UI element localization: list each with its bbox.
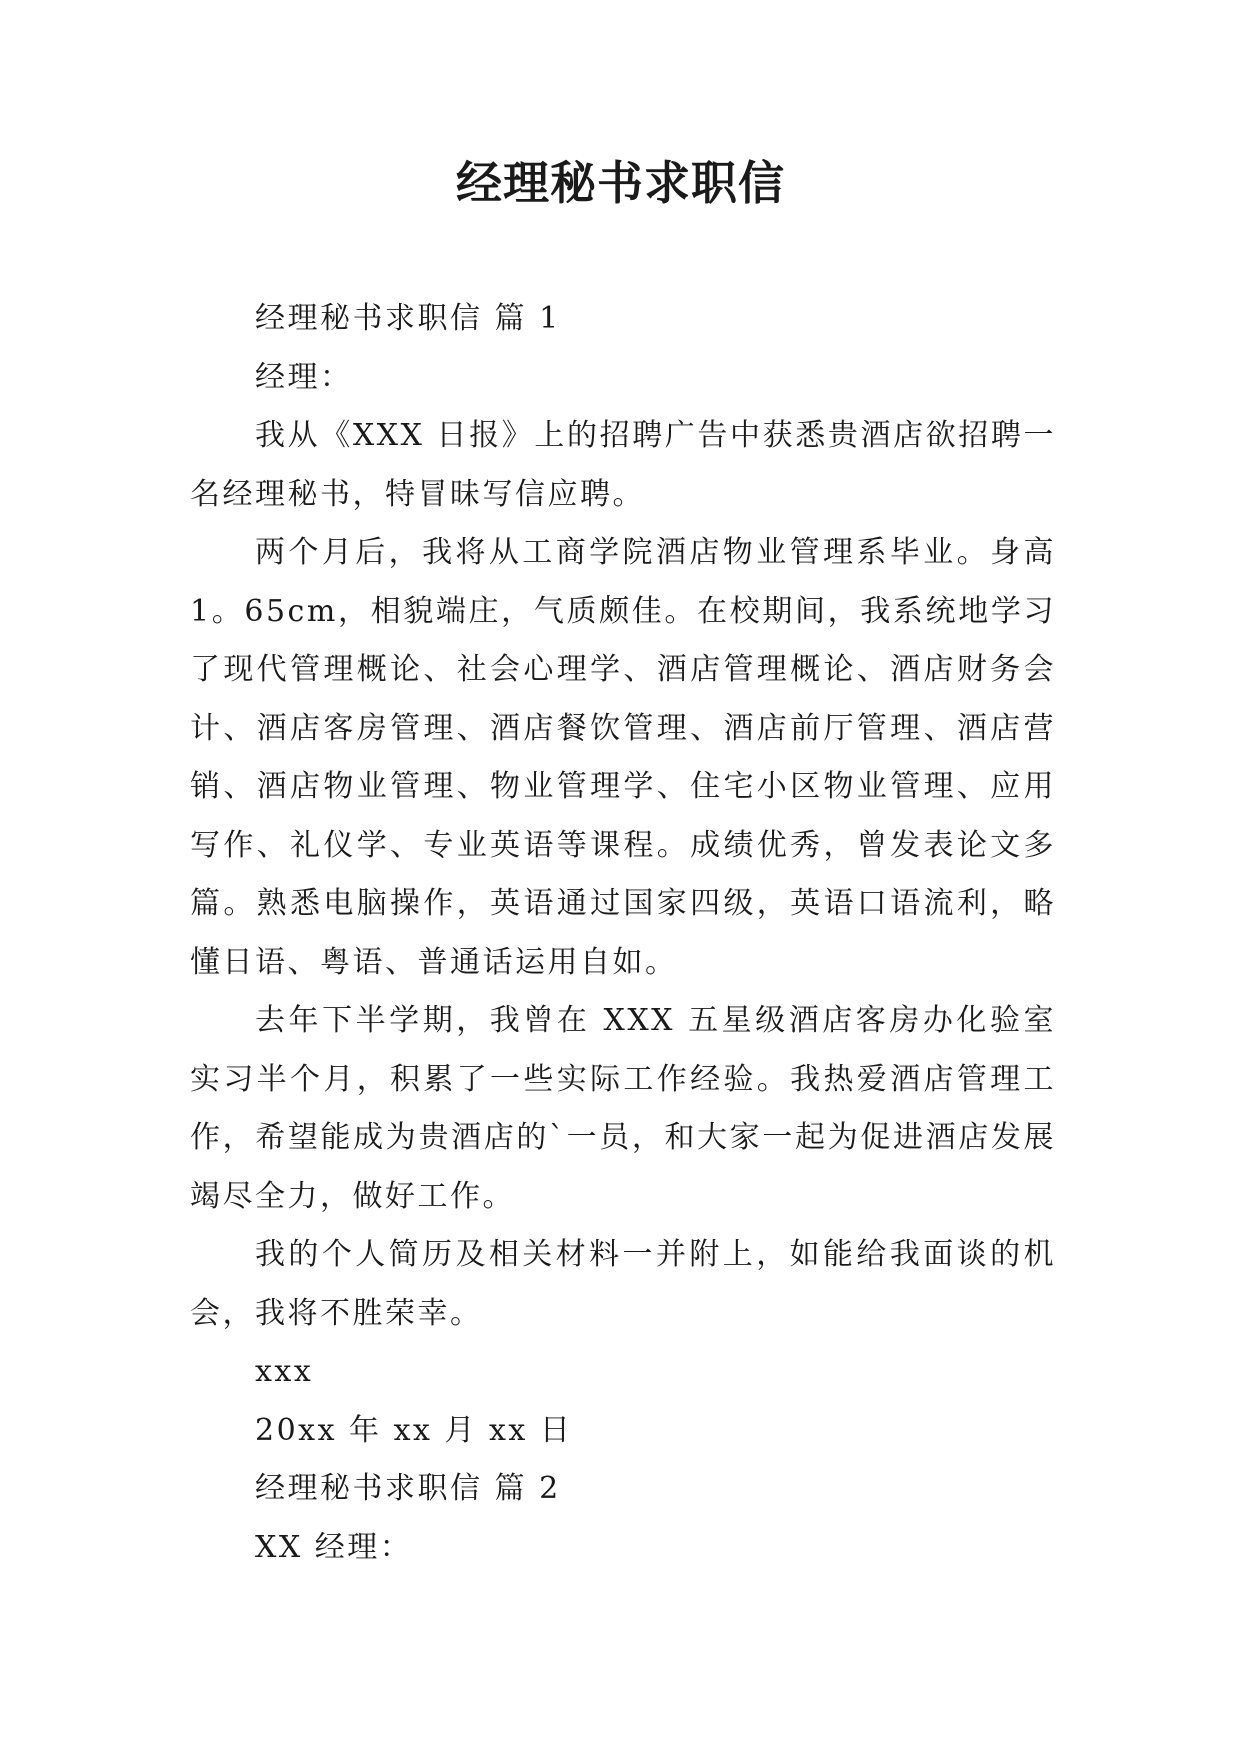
section-heading-2: 经理秘书求职信 篇 2 bbox=[255, 1471, 561, 1506]
salutation-2: XX 经理： bbox=[255, 1529, 413, 1565]
paragraph-closing: 我的个人简历及相关材料一并附上，如能给我面谈的机会，我将不胜荣幸。 bbox=[190, 1237, 1056, 1331]
paragraph-experience: 去年下半学期，我曾在 XXX 五星级酒店客房办化验室实习半个月，积累了一些实际工作经验。我热爱酒店管理工作，希望能成为贵酒店的`一员，和大家一起为促进酒店发展竭尽全力，做好工作。 bbox=[190, 1003, 1056, 1214]
signature: xxx bbox=[255, 1354, 314, 1389]
date: 20xx 年 xx 月 xx 日 bbox=[255, 1412, 573, 1448]
salutation-1: 经理： bbox=[255, 359, 353, 395]
section-heading-1: 经理秘书求职信 篇 1 bbox=[255, 301, 561, 336]
document-body bbox=[190, 290, 1056, 1577]
paragraph-application: 我从《XXX 日报》上的招聘广告中获悉贵酒店欲招聘一名经理秘书，特冒昧写信应聘。 bbox=[190, 418, 1056, 512]
paragraph-education: 两个月后，我将从工商学院酒店物业管理系毕业。身高 1。65cm，相貌端庄，气质颇佳。在校期间，我系统地学习了现代管理概论、社会心理学、酒店管理概论、酒店财务会计、酒店客房管理、酒店餐饮管理、酒店前厅管理、酒店营销、酒店物业管理、物业管理学、住宅小区物业管理、应用写作、礼仪学、专业英语等课程。成绩优秀，曾发表论文多篇。熟悉电脑操作，英语通过国家四级，英语口语流利，略懂日语、粤语、普通话运用自如。 bbox=[190, 535, 1056, 980]
document-title: 经理秘书求职信 bbox=[456, 156, 785, 210]
